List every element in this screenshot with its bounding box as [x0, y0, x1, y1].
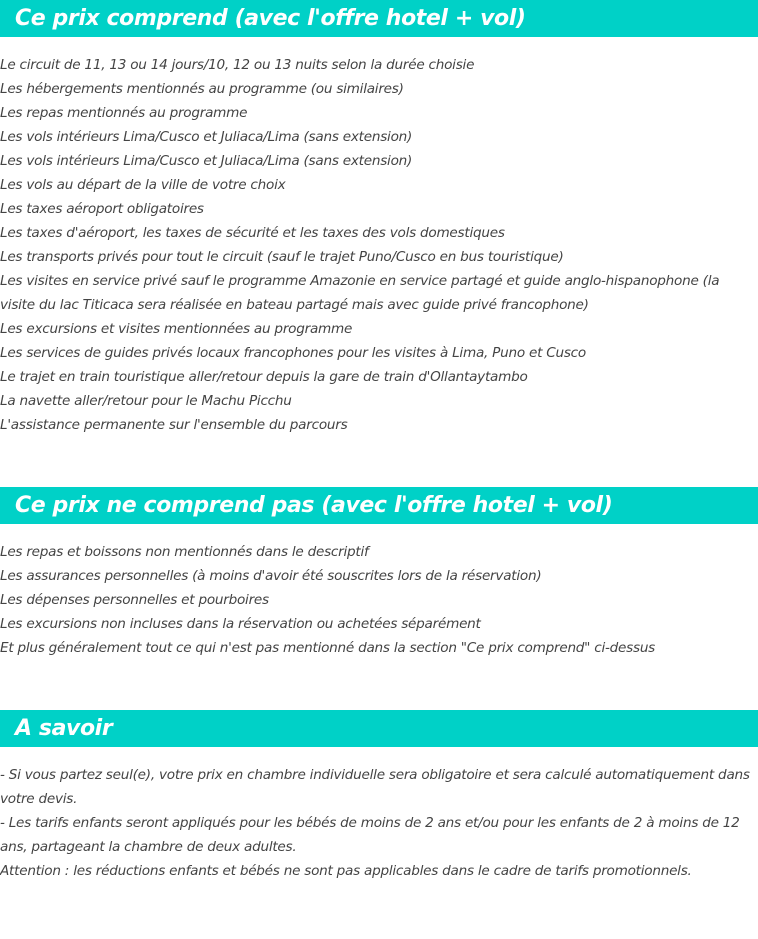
included-list	[0, 53, 758, 437]
list-item: Les visites en service privé sauf le programme Amazonie en service partagé et guide anglo-hispanophone (la visite du lac Titicaca sera réalisée en bateau partagé mais avec guide privé francophone)	[0, 273, 720, 313]
list-item: Les excursions et visites mentionnées au programme	[0, 321, 353, 337]
list-item: Les services de guides privés locaux francophones pour les visites à Lima, Puno et Cusco	[0, 345, 586, 361]
info-line: Attention : les réductions enfants et bébés ne sont pas applicables dans le cadre de tarifs promotionnels.	[0, 863, 692, 879]
info-body	[0, 763, 758, 883]
list-item: Les vols intérieurs Lima/Cusco et Juliaca/Lima (sans extension)	[0, 129, 413, 145]
list-item: Les transports privés pour tout le circuit (sauf le trajet Puno/Cusco en bus touristique)	[0, 249, 564, 265]
list-item: Les dépenses personnelles et pourboires	[0, 592, 269, 608]
list-item: Les assurances personnelles (à moins d'avoir été souscrites lors de la réservation)	[0, 568, 542, 584]
info-section	[0, 710, 758, 883]
excluded-list	[0, 540, 758, 660]
list-item: Le trajet en train touristique aller/retour depuis la gare de train d'Ollantaytambo	[0, 369, 528, 385]
list-item: Les repas et boissons non mentionnés dans le descriptif	[0, 544, 369, 560]
info-line: - Les tarifs enfants seront appliqués pour les bébés de moins de 2 ans et/ou pour les enfants de 2 à moins de 12 ans, partageant la chambre de deux adultes.	[0, 815, 740, 855]
list-item: Les excursions non incluses dans la réservation ou achetées séparément	[0, 616, 481, 632]
list-item: La navette aller/retour pour le Machu Picchu	[0, 393, 292, 409]
list-item: Le circuit de 11, 13 ou 14 jours/10, 12 ou 13 nuits selon la durée choisie	[0, 57, 475, 73]
list-item: L'assistance permanente sur l'ensemble du parcours	[0, 417, 348, 433]
list-item: Les taxes aéroport obligatoires	[0, 201, 204, 217]
list-item: Les taxes d'aéroport, les taxes de sécurité et les taxes des vols domestiques	[0, 225, 505, 241]
excluded-title: Ce prix ne comprend pas (avec l'offre hotel + vol)	[0, 487, 758, 524]
list-item: Les repas mentionnés au programme	[0, 105, 248, 121]
list-item: Et plus généralement tout ce qui n'est pas mentionné dans la section "Ce prix comprend" ci-dessus	[0, 640, 656, 656]
list-item: Les hébergements mentionnés au programme (ou similaires)	[0, 81, 404, 97]
info-line: - Si vous partez seul(e), votre prix en chambre individuelle sera obligatoire et sera calculé automatiquement dans votre devis.	[0, 767, 750, 807]
list-item: Les vols intérieurs Lima/Cusco et Juliaca/Lima (sans extension)	[0, 153, 413, 169]
info-title: A savoir	[0, 710, 758, 747]
excluded-section	[0, 487, 758, 660]
included-section	[0, 0, 758, 437]
included-title: Ce prix comprend (avec l'offre hotel + vol)	[0, 0, 758, 37]
list-item: Les vols au départ de la ville de votre choix	[0, 177, 286, 193]
